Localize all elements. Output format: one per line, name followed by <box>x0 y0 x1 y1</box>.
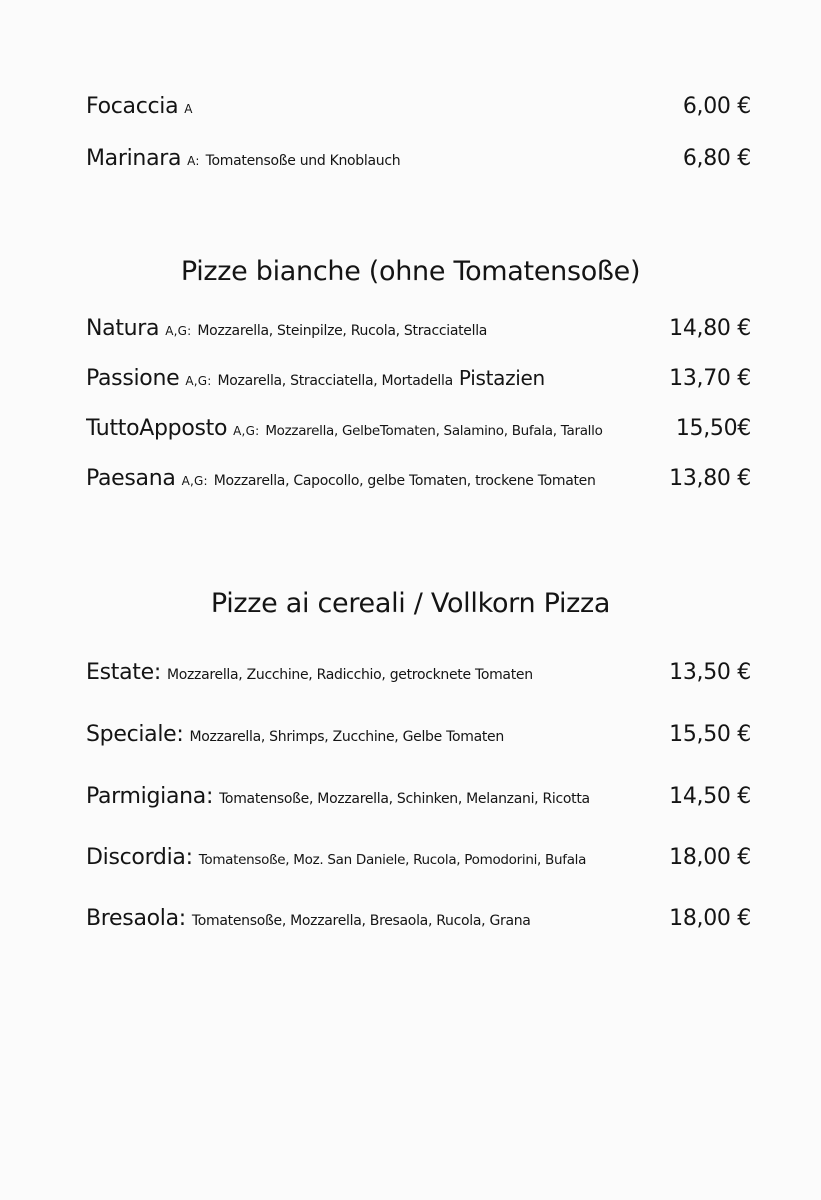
item-name: TuttoApposto <box>86 416 228 441</box>
item-allergen: A,G: <box>233 424 260 438</box>
menu-item-speciale <box>86 722 751 747</box>
item-description: Mozzarella, Zucchine, Radicchio, getrocknete Tomaten <box>166 667 533 683</box>
menu-item-tuttoapposto <box>86 416 751 441</box>
item-price: 6,00 € <box>682 94 751 119</box>
item-name: Speciale: <box>86 722 184 747</box>
item-name: Discordia: <box>86 845 193 870</box>
item-description: Mozzarella, Capocollo, gelbe Tomaten, trockene Tomaten <box>213 473 596 489</box>
item-description: Tomatensoße, Mozzarella, Bresaola, Rucola, Grana <box>191 913 531 929</box>
item-allergen: A: <box>187 154 200 168</box>
item-name: Paesana <box>86 466 176 491</box>
item-price: 15,50€ <box>675 416 751 441</box>
item-price: 13,50 € <box>669 660 751 685</box>
item-price: 15,50 € <box>669 722 751 747</box>
item-description: Tomatensoße, Mozzarella, Schinken, Melanzani, Ricotta <box>219 791 590 807</box>
item-name: Parmigiana: <box>86 784 214 809</box>
item-description: Mozarella, Stracciatella, Mortadella <box>217 373 453 389</box>
item-price: 13,70 € <box>669 366 751 391</box>
item-price: 18,00 € <box>669 845 751 870</box>
item-price: 14,50 € <box>669 784 751 809</box>
item-allergen: A,G: <box>165 324 192 338</box>
menu-item-passione <box>86 366 751 391</box>
item-price: 18,00 € <box>669 906 751 931</box>
item-price: 14,80 € <box>669 316 751 341</box>
item-description: Tomatensoße, Moz. San Daniele, Rucola, Pomodorini, Bufala <box>198 852 587 868</box>
menu-item-estate <box>86 660 751 685</box>
item-price: 6,80 € <box>682 146 751 171</box>
menu-item-focaccia <box>86 94 751 119</box>
item-allergen: A <box>184 102 193 116</box>
item-description: Mozzarella, Shrimps, Zucchine, Gelbe Tomaten <box>189 729 504 745</box>
item-price: 13,80 € <box>669 466 751 491</box>
item-description: Mozzarella, GelbeTomaten, Salamino, Bufala, Tarallo <box>265 423 603 439</box>
item-description: Tomatensoße und Knoblauch <box>205 153 401 169</box>
item-name: Estate: <box>86 660 161 685</box>
menu-item-bresaola <box>86 906 751 931</box>
item-name: Passione <box>86 366 180 391</box>
item-allergen: A,G: <box>181 474 208 488</box>
item-name: Marinara <box>86 146 182 171</box>
item-name: Focaccia <box>86 94 179 119</box>
section-title-cereali: Pizze ai cereali / Vollkorn Pizza <box>210 588 611 619</box>
item-description: Mozzarella, Steinpilze, Rucola, Stracciatella <box>197 323 488 339</box>
menu-item-discordia <box>86 845 751 870</box>
item-name: Bresaola: <box>86 906 186 931</box>
item-name: Natura <box>86 316 160 341</box>
menu-item-natura <box>86 316 751 341</box>
menu-item-paesana <box>86 466 751 491</box>
menu-item-marinara <box>86 146 751 171</box>
menu-item-parmigiana <box>86 784 751 809</box>
item-description-extra: Pistazien <box>458 366 545 390</box>
section-title-bianche: Pizze bianche (ohne Tomatensoße) <box>180 256 641 287</box>
item-allergen: A,G: <box>185 374 212 388</box>
